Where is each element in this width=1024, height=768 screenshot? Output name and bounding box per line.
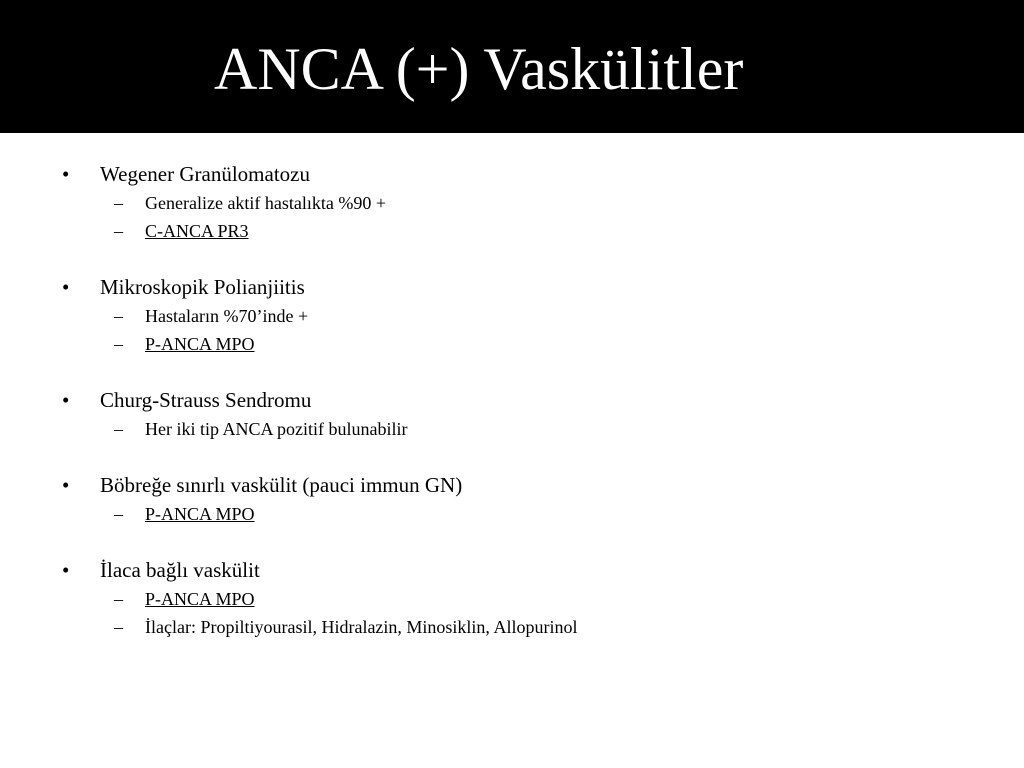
bullet-mikroskopik-polianjiitis: Mikroskopik Polianjiitis — [100, 275, 305, 299]
dash-marker: – — [114, 306, 123, 326]
bullet-marker: • — [62, 275, 70, 299]
dash-marker: – — [114, 334, 123, 354]
bullet-churg-strauss: Churg-Strauss Sendromu — [100, 388, 312, 412]
sub-item-wegener-prevalence: Generalize aktif hastalıkta %90 + — [145, 193, 387, 213]
bullet-renal-limited-vasculitis: Böbreğe sınırlı vaskülit (pauci immun GN) — [100, 473, 463, 497]
bullet-marker: • — [62, 558, 70, 582]
sub-item-churg-strauss-anca: Her iki tip ANCA pozitif bulunabilir — [145, 419, 408, 439]
bullet-wegener: Wegener Granülomatozu — [100, 162, 310, 186]
sub-item-drug-list: İlaçlar: Propiltiyourasil, Hidralazin, Minosiklin, Allopurinol — [145, 617, 578, 637]
dash-marker: – — [114, 419, 123, 439]
dash-marker: – — [114, 617, 123, 637]
dash-marker: – — [114, 193, 123, 213]
slide-title: ANCA (+) Vaskülitler — [214, 36, 744, 102]
dash-marker: – — [114, 221, 123, 241]
bullet-marker: • — [62, 162, 70, 186]
sub-item-mpa-prevalence: Hastaların %70’inde + — [145, 306, 309, 326]
bullet-drug-induced-vasculitis: İlaca bağlı vaskülit — [100, 558, 260, 582]
dash-marker: – — [114, 504, 123, 524]
bullet-marker: • — [62, 473, 70, 497]
link-p-anca-mpo[interactable]: P-ANCA MPO — [145, 504, 255, 524]
link-c-anca-pr3[interactable]: C-ANCA PR3 — [145, 221, 249, 241]
link-p-anca-mpo[interactable]: P-ANCA MPO — [145, 334, 255, 354]
bullet-marker: • — [62, 388, 70, 412]
link-p-anca-mpo[interactable]: P-ANCA MPO — [145, 589, 255, 609]
dash-marker: – — [114, 589, 123, 609]
